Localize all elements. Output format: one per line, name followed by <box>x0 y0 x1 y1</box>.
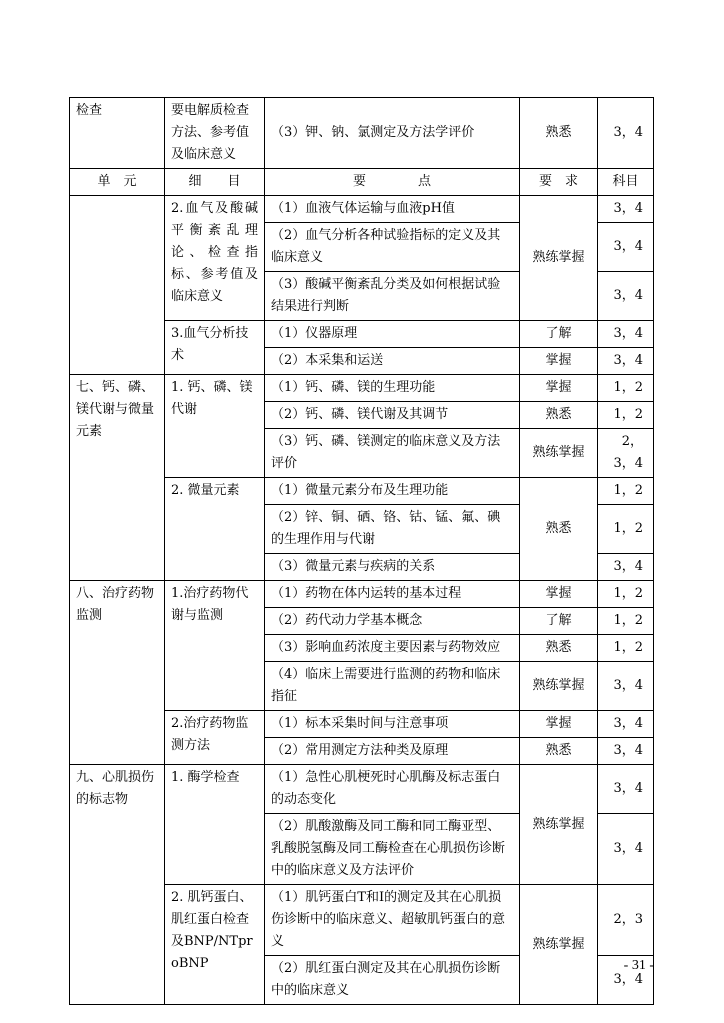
point-cell: （1）血液气体运输与血液pH值 <box>265 196 520 223</box>
point-cell: （2）常用测定方法种类及原理 <box>265 738 520 765</box>
point-cell: （3）钙、磷、镁测定的临床意义及方法评价 <box>265 429 520 478</box>
header-point: 要 点 <box>265 169 520 196</box>
point-cell: （2）锌、铜、硒、铬、钴、锰、氟、碘的生理作用与代谢 <box>265 505 520 554</box>
requirement-cell: 熟练掌握 <box>520 662 598 711</box>
table-row <box>70 765 654 814</box>
requirement-cell: 熟悉 <box>520 478 598 581</box>
point-cell: （1）急性心肌梗死时心肌酶及标志蛋白的动态变化 <box>265 765 520 814</box>
point-cell: （3）钾、钠、氯测定及方法学评价 <box>265 98 520 169</box>
subject-cell: 1，2 <box>598 375 654 402</box>
requirement-cell: 了解 <box>520 321 598 348</box>
subject-cell: 1，2 <box>598 505 654 554</box>
detail-cell: 2.血气及酸碱平衡紊乱理论、检查指标、参考值及临床意义 <box>165 196 265 321</box>
page-number: - 31 - <box>623 958 654 973</box>
point-cell: （2）血气分析各种试验指标的定义及其临床意义 <box>265 223 520 272</box>
subject-cell: 3，4 <box>598 738 654 765</box>
unit-cell <box>70 196 165 375</box>
subject-cell: 1，2 <box>598 635 654 662</box>
subject-cell: 2，3 <box>598 885 654 956</box>
point-cell: （3）微量元素与疾病的关系 <box>265 554 520 581</box>
point-cell: （1）钙、磷、镁的生理功能 <box>265 375 520 402</box>
subject-cell: 2，3，4 <box>598 429 654 478</box>
table-row <box>70 98 654 169</box>
point-cell: （2）肌红蛋白测定及其在心肌损伤诊断中的临床意义 <box>265 956 520 1005</box>
point-cell: （1）仪器原理 <box>265 321 520 348</box>
detail-cell: 要电解质检查方法、参考值及临床意义 <box>165 98 265 169</box>
detail-cell: 2. 微量元素 <box>165 478 265 581</box>
requirement-cell: 掌握 <box>520 581 598 608</box>
subject-cell: 1，2 <box>598 402 654 429</box>
point-cell: （3）酸碱平衡紊乱分类及如何根据试验结果进行判断 <box>265 272 520 321</box>
requirement-cell: 掌握 <box>520 348 598 375</box>
requirement-cell: 掌握 <box>520 375 598 402</box>
header-requirement: 要 求 <box>520 169 598 196</box>
point-cell: （2）药代动力学基本概念 <box>265 608 520 635</box>
point-cell: （2）肌酸激酶及同工酶和同工酶亚型、乳酸脱氢酶及同工酶检查在心肌损伤诊断中的临床意义及方法评价 <box>265 814 520 885</box>
table-header-row <box>70 169 654 196</box>
table-row <box>70 581 654 608</box>
subject-cell: 1，2 <box>598 581 654 608</box>
requirement-cell: 熟练掌握 <box>520 196 598 321</box>
syllabus-table <box>69 97 654 1005</box>
unit-cell: 检查 <box>70 98 165 169</box>
subject-cell: 1，2 <box>598 478 654 505</box>
subject-cell: 1，2 <box>598 608 654 635</box>
point-cell: （3）影响血药浓度主要因素与药物效应 <box>265 635 520 662</box>
unit-cell: 九、心肌损伤的标志物 <box>70 765 165 1005</box>
detail-cell: 2. 肌钙蛋白、肌红蛋白检查及BNP/NTproBNP <box>165 885 265 1005</box>
detail-cell: 1. 酶学检查 <box>165 765 265 885</box>
header-subject: 科目 <box>598 169 654 196</box>
detail-cell: 1. 钙、磷、镁代谢 <box>165 375 265 478</box>
table-row <box>70 375 654 402</box>
point-cell: （2）钙、磷、镁代谢及其调节 <box>265 402 520 429</box>
point-cell: （2）本采集和运送 <box>265 348 520 375</box>
unit-cell: 七、钙、磷、镁代谢与微量元素 <box>70 375 165 581</box>
table-row <box>70 196 654 223</box>
subject-cell: 3，4 <box>598 196 654 223</box>
requirement-cell: 熟悉 <box>520 738 598 765</box>
requirement-cell: 熟练掌握 <box>520 885 598 1005</box>
detail-cell: 2.治疗药物监测方法 <box>165 711 265 765</box>
requirement-cell: 熟练掌握 <box>520 429 598 478</box>
point-cell: （1）标本采集时间与注意事项 <box>265 711 520 738</box>
point-cell: （1）肌钙蛋白T和I的测定及其在心肌损伤诊断中的临床意义、超敏肌钙蛋白的意义 <box>265 885 520 956</box>
point-cell: （1）微量元素分布及生理功能 <box>265 478 520 505</box>
detail-cell: 1.治疗药物代谢与监测 <box>165 581 265 711</box>
subject-cell: 3，4 <box>598 223 654 272</box>
subject-cell: 3，4 <box>598 554 654 581</box>
subject-cell: 3，4 <box>598 765 654 814</box>
header-unit: 单 元 <box>70 169 165 196</box>
subject-cell: 3，4 <box>598 814 654 885</box>
requirement-cell: 熟悉 <box>520 635 598 662</box>
subject-cell: 3，4 <box>598 321 654 348</box>
subject-cell: 3，4 <box>598 98 654 169</box>
subject-cell: 3，4 <box>598 711 654 738</box>
requirement-cell: 熟悉 <box>520 402 598 429</box>
point-cell: （4）临床上需要进行监测的药物和临床指征 <box>265 662 520 711</box>
subject-cell: 3，4 <box>598 956 654 1005</box>
requirement-cell: 熟练掌握 <box>520 765 598 885</box>
point-cell: （1）药物在体内运转的基本过程 <box>265 581 520 608</box>
requirement-cell: 掌握 <box>520 711 598 738</box>
detail-cell: 3.血气分析技术 <box>165 321 265 375</box>
subject-cell: 3，4 <box>598 272 654 321</box>
requirement-cell: 了解 <box>520 608 598 635</box>
subject-cell: 3，4 <box>598 348 654 375</box>
subject-cell: 3，4 <box>598 662 654 711</box>
header-detail: 细 目 <box>165 169 265 196</box>
unit-cell: 八、治疗药物监测 <box>70 581 165 765</box>
requirement-cell: 熟悉 <box>520 98 598 169</box>
